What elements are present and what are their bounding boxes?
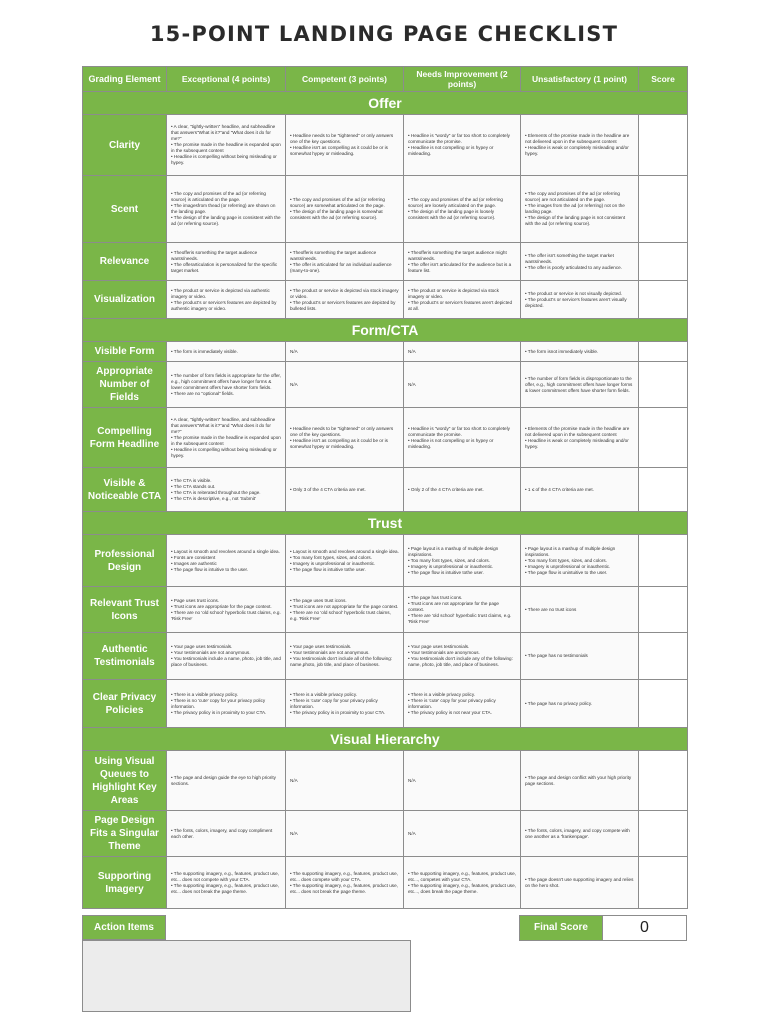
criteria-cell xyxy=(286,857,404,909)
criteria-cell xyxy=(286,751,404,811)
score-cell[interactable] xyxy=(639,281,688,319)
criteria-line: • The number of form fields is disproportionate to the offer, e.g., high commitment offers have longer forms & lower commitment offers have shorter form fields. xyxy=(525,375,633,393)
criteria-line: • Too many font types, sizes, and colors. xyxy=(525,557,607,563)
final-score-label: Final Score xyxy=(519,915,603,941)
criteria-line: • There are no 'old school' hyperbolic trust claims, e.g. 'Risk Free' xyxy=(290,609,391,621)
criteria-cell xyxy=(404,751,521,811)
criteria-cell xyxy=(404,243,521,281)
criteria-line: • Only 3 of the 4 CTA criteria are met. xyxy=(290,486,366,492)
criteria-line: • The copy and promises of the ad (or referring source) are not articulated on the page. xyxy=(525,191,620,202)
criteria-cell xyxy=(286,535,404,587)
criteria-line: • The CTA is visible. xyxy=(171,477,212,483)
section-title: Form/CTA xyxy=(83,319,688,342)
criteria-cell xyxy=(167,811,286,857)
criteria-cell xyxy=(521,176,639,243)
criteria-line: • Your page uses testimonials. xyxy=(408,644,470,649)
criteria-line: • Headline isn't as compelling as it could be or is somewhat hypey or misleading. xyxy=(290,145,388,156)
criteria-line: • The supporting imagery, e.g., features, product use, etc... does not compete with your CTA. xyxy=(171,870,279,882)
criteria-line: • There is a visible privacy policy. xyxy=(290,691,358,697)
criteria-cell xyxy=(404,633,521,680)
grading-element-label: Clarity xyxy=(83,115,167,176)
criteria-line: • The design of the landing page is loosely consistent with the ad (or referring source). xyxy=(408,209,496,220)
criteria-line: • The product's or service's features aren't visually depicted. xyxy=(525,296,627,308)
criteria-line: • There is a visible privacy policy. xyxy=(171,691,239,697)
criteria-cell xyxy=(286,342,404,362)
criteria-line: • Your testimonials are not anonymous. xyxy=(290,650,370,655)
criteria-cell xyxy=(286,115,404,176)
criteria-cell xyxy=(286,243,404,281)
grading-element-label: Compelling Form Headline xyxy=(83,408,167,468)
criteria-line: • The number of form fields is appropriate for the offer, e.g., high commitment offers have longer forms & lower commitment offers have shorter form fields. xyxy=(171,372,281,390)
criteria-line: • The supporting imagery, e.g., features, product use, etc... does not break the page theme. xyxy=(171,882,279,894)
table-row xyxy=(83,362,688,408)
header-row xyxy=(83,67,688,92)
criteria-cell xyxy=(167,115,286,176)
criteria-line: • The page flow is unintuitive to the user. xyxy=(525,569,608,575)
criteria-line: • The fonts, colors, imagery, and copy compliment each other. xyxy=(171,827,273,839)
criteria-cell xyxy=(286,176,404,243)
grading-element-label: Appropriate Number of Fields xyxy=(83,362,167,408)
criteria-cell xyxy=(167,342,286,362)
criteria-line: • The page flow is intuitive tothe user. xyxy=(290,566,366,572)
criteria-cell xyxy=(167,633,286,680)
criteria-line: • The product or service is not visually depicted. xyxy=(525,290,623,296)
criteria-cell xyxy=(286,408,404,468)
criteria-line: • The product or service is depicted via stock imagery or video. xyxy=(408,287,499,299)
score-cell[interactable] xyxy=(639,535,688,587)
section-row xyxy=(83,319,688,342)
criteria-cell xyxy=(286,587,404,633)
criteria-cell xyxy=(521,857,639,909)
grading-element-label: Clear Privacy Policies xyxy=(83,680,167,728)
grading-element-label: Using Visual Queues to Highlight Key Areas xyxy=(83,751,167,811)
criteria-cell xyxy=(286,281,404,319)
final-score-value: 0 xyxy=(602,915,687,941)
criteria-cell xyxy=(404,281,521,319)
table-row xyxy=(83,857,688,909)
criteria-line: • The page doesn't use supporting imagery and relies on the hero shot. xyxy=(525,876,634,888)
criteria-line: • Your page uses testimonials. xyxy=(290,644,352,649)
criteria-cell xyxy=(521,587,639,633)
criteria-line: • 1 ≤ of the 4 CTA criteria are met. xyxy=(525,486,594,492)
page-title: 15-POINT LANDING PAGE CHECKLIST xyxy=(149,22,619,46)
criteria-cell xyxy=(167,680,286,728)
criteria-line: • The design of the landing page is not consistent with the ad (or referring source). xyxy=(525,215,626,226)
score-cell[interactable] xyxy=(639,342,688,362)
criteria-line: • Headline isn't as compelling as it could be or is somewhat hypey or misleading. xyxy=(290,437,388,449)
criteria-line: • The copy and promises of the ad (or referring source) are somewhat articulated on the page. xyxy=(290,197,385,208)
criteria-line: • The page and design guide the eye to high priority sections. xyxy=(171,774,276,786)
criteria-cell xyxy=(521,115,639,176)
criteria-cell xyxy=(521,362,639,408)
criteria-line: • Headline is weak or completely misleading and/or hypey. xyxy=(525,437,629,449)
header-grading-element: Grading Element xyxy=(83,67,167,92)
table-row xyxy=(83,115,688,176)
table-row xyxy=(83,408,688,468)
table-row xyxy=(83,176,688,243)
criteria-line: • Page uses trust icons. xyxy=(171,597,220,603)
table-row xyxy=(83,811,688,857)
table-row xyxy=(83,751,688,811)
criteria-line: • The product's or service's features aren't depicted at all. xyxy=(408,299,512,311)
criteria-line: • Images are authentic xyxy=(171,560,217,566)
grading-element-label: Professional Design xyxy=(83,535,167,587)
criteria-cell xyxy=(404,587,521,633)
criteria-line: • The offer isn't something the target market wants/needs. xyxy=(525,252,614,264)
criteria-cell xyxy=(521,243,639,281)
table-row xyxy=(83,633,688,680)
criteria-line: • Too many font types, sizes, and colors. xyxy=(408,557,490,563)
criteria-line: • Page layout is a mashup of multiple design inspirations. xyxy=(408,545,499,557)
header-unsatisfactory: Unsatisfactory (1 point) xyxy=(521,67,639,92)
criteria-line: • Headline needs to be "tightened" or only answers one of the key questions. xyxy=(290,133,394,144)
criteria-line: • Trust icons are not appropriate for the page context. xyxy=(290,603,399,609)
criteria-line: • The promise made in the headline is expanded upon in the subsequent content xyxy=(171,142,281,153)
criteria-line: • The product or service is depicted via stock imagery or video. xyxy=(290,287,399,299)
criteria-cell xyxy=(404,535,521,587)
criteria-line: • The CTA is reiterated throughout the page. xyxy=(171,489,261,495)
criteria-cell xyxy=(521,468,639,512)
grading-element-label: Scent xyxy=(83,176,167,243)
criteria-line: N/A xyxy=(290,777,298,783)
criteria-line: • There is 'cute' copy for your privacy policy information. xyxy=(290,697,378,709)
score-cell[interactable] xyxy=(639,680,688,728)
criteria-line: • Headline is "wordy" or far too short to completely communicate the promise. xyxy=(408,425,510,437)
criteria-cell xyxy=(286,362,404,408)
section-title: Visual Hierarchy xyxy=(83,728,688,751)
criteria-cell xyxy=(521,535,639,587)
criteria-line: • Headline is not compelling or is hypey or misleading. xyxy=(408,145,494,156)
criteria-line: • Headline needs to be "tightened" or only answers one of the key questions. xyxy=(290,425,394,437)
criteria-cell xyxy=(521,342,639,362)
criteria-line: • The page and design conflict with your high priority page sections. xyxy=(525,774,632,786)
criteria-line: • You testimonials don't include any of the following: name, photo, job title, and place of business. xyxy=(408,656,513,667)
criteria-line: • The page has no privacy policy. xyxy=(525,700,593,706)
criteria-line: • The product or service is depicted via authentic imagery or video. xyxy=(171,287,270,299)
criteria-line: • The supporting imagery, e.g., features, product use, etc..., competes with your CTA. xyxy=(408,870,516,882)
criteria-line: • The CTA is descriptive, e.g., not 'Submit' xyxy=(171,495,256,501)
criteria-cell xyxy=(167,362,286,408)
criteria-line: • Elements of the promise made in the headline are not delivered upon in the subsequent content xyxy=(525,425,630,437)
grading-element-label: Supporting Imagery xyxy=(83,857,167,909)
grading-element-label: Page Design Fits a Singular Theme xyxy=(83,811,167,857)
criteria-line: • There is 'cute' copy for your privacy policy information. xyxy=(408,697,496,709)
criteria-line: • The page flow is intuitive to the user. xyxy=(171,566,249,572)
criteria-line: • The page has no testimonials xyxy=(525,653,588,658)
criteria-line: • The offer is articulated for an individual audience (many-to-one). xyxy=(290,261,392,273)
header-competent: Competent (3 points) xyxy=(286,67,404,92)
score-cell[interactable] xyxy=(639,811,688,857)
criteria-line: • The copy and promises of the ad (or referring source) is articulated on the page. xyxy=(171,191,266,202)
criteria-line: • Headline is not compelling or is hypey or misleading. xyxy=(408,437,494,449)
criteria-line: • A clear, "tightly-written" headline, and subheadline that answers"What is it?"and "What does it do for me?" xyxy=(171,416,276,434)
criteria-cell xyxy=(404,468,521,512)
criteria-cell xyxy=(404,115,521,176)
criteria-line: • The CTA stands out. xyxy=(171,483,216,489)
criteria-line: • Imagery is unprofessional or inauthentic. xyxy=(525,563,611,569)
criteria-cell xyxy=(404,680,521,728)
criteria-line: • The page has trust icons. xyxy=(408,594,463,600)
criteria-cell xyxy=(167,176,286,243)
score-cell[interactable] xyxy=(639,468,688,512)
criteria-cell xyxy=(167,857,286,909)
criteria-cell xyxy=(167,468,286,512)
criteria-cell xyxy=(404,362,521,408)
criteria-line: N/A xyxy=(290,381,298,387)
criteria-line: • The privacy policy is in proximity to your CTA. xyxy=(171,709,267,715)
score-cell[interactable] xyxy=(639,243,688,281)
table-row xyxy=(83,243,688,281)
checklist-table xyxy=(82,66,688,909)
criteria-line: • The fonts, colors, imagery, and copy compete with one another as a 'frankenpage'. xyxy=(525,827,630,839)
criteria-cell xyxy=(286,811,404,857)
section-title: Offer xyxy=(83,92,688,115)
score-cell[interactable] xyxy=(639,857,688,909)
criteria-cell xyxy=(521,408,639,468)
criteria-line: • The product's or service's features are depicted by authentic imagery or video. xyxy=(171,299,277,311)
header-score: Score xyxy=(639,67,688,92)
criteria-cell xyxy=(521,751,639,811)
table-row xyxy=(83,281,688,319)
criteria-cell xyxy=(521,633,639,680)
criteria-line: • Layout is smooth and revolves around a single idea. xyxy=(290,548,399,554)
grading-element-label: Relevance xyxy=(83,243,167,281)
criteria-line: • A clear, "tightly-written" headline, and subheadline that answers"What is it?"and "What does it do for me?" xyxy=(171,124,276,141)
criteria-line: • The product's or service's features are depicted by bulleted lists. xyxy=(290,299,396,311)
criteria-cell xyxy=(521,281,639,319)
criteria-line: • Trust icons are not appropriate for the page context. xyxy=(408,600,499,612)
criteria-line: • The design of the landing page is consistent with the ad (or referring source). xyxy=(171,215,281,226)
criteria-line: • Page layout is a mashup of multiple design inspirations. xyxy=(525,545,616,557)
criteria-line: N/A xyxy=(290,348,298,354)
criteria-line: • Theofferis something the target audience wants/needs. xyxy=(171,249,258,261)
criteria-line: • The offer isn't articulated for the audience but is a feature list. xyxy=(408,261,512,273)
criteria-line: • Fonts are consistent xyxy=(171,554,216,560)
criteria-line: • The images from the ad (or referring) not on the landing page. xyxy=(525,203,625,214)
section-row xyxy=(83,512,688,535)
criteria-line: N/A xyxy=(408,777,416,783)
criteria-line: • The page flow is intuitive tothe user. xyxy=(408,569,484,575)
header-exceptional: Exceptional (4 points) xyxy=(167,67,286,92)
table-row xyxy=(83,535,688,587)
criteria-line: • There are no 'old school' hyperbolic trust claims, e.g. 'Risk Free' xyxy=(171,609,281,621)
criteria-line: • Layout is smooth and revolves around a single idea. xyxy=(171,548,280,554)
criteria-line: • The supporting imagery, e.g., features, product use, etc... does compete with your CTA. xyxy=(290,870,398,882)
criteria-line: • Your page uses testimonials. xyxy=(171,644,233,649)
criteria-line: N/A xyxy=(290,830,298,836)
criteria-cell xyxy=(521,811,639,857)
criteria-line: • Headline is "wordy" or far too short to completely communicate the promise. xyxy=(408,133,510,144)
criteria-line: • There are no trust icons xyxy=(525,606,577,612)
criteria-cell xyxy=(167,281,286,319)
score-cell[interactable] xyxy=(639,115,688,176)
table-row xyxy=(83,468,688,512)
criteria-line: • Elements of the promise made in the headline are not delivered upon in the subsequent content xyxy=(525,133,630,144)
criteria-line: • There is no 'cute' copy for your privacy policy information. xyxy=(171,697,266,709)
criteria-line: • Headline is compelling without being misleading or hypey. xyxy=(171,446,277,458)
criteria-cell xyxy=(286,468,404,512)
score-cell[interactable] xyxy=(639,633,688,680)
score-cell[interactable] xyxy=(639,587,688,633)
criteria-cell xyxy=(404,408,521,468)
criteria-line: • Theofferis something the target audience wants/needs. xyxy=(290,249,377,261)
criteria-cell xyxy=(404,811,521,857)
grading-element-label: Visualization xyxy=(83,281,167,319)
criteria-line: • The supporting imagery, e.g., features, product use, etc..., does break the page theme. xyxy=(408,882,516,894)
section-title: Trust xyxy=(83,512,688,535)
grading-element-label: Visible & Noticeable CTA xyxy=(83,468,167,512)
criteria-cell xyxy=(404,342,521,362)
criteria-line: • You testimonials include a name, photo, job title, and place of business. xyxy=(171,656,281,667)
criteria-line: • The form is immediately visible. xyxy=(171,348,238,354)
criteria-line: • The supporting imagery, e.g., features, product use, etc... does not break the page theme. xyxy=(290,882,398,894)
criteria-cell xyxy=(167,243,286,281)
table-row xyxy=(83,587,688,633)
score-cell[interactable] xyxy=(639,362,688,408)
grading-element-label: Authentic Testimonials xyxy=(83,633,167,680)
criteria-line: N/A xyxy=(408,830,416,836)
criteria-line: • Your testimonials are anonymous. xyxy=(408,650,480,655)
criteria-line: • Trust icons are appropriate for the page context. xyxy=(171,603,272,609)
section-row xyxy=(83,92,688,115)
criteria-line: • The promise made in the headline is expanded upon in the subsequent content xyxy=(171,434,281,446)
criteria-cell xyxy=(167,587,286,633)
table-row xyxy=(83,680,688,728)
criteria-line: • The imagesfrom thead (or referring) are shown on the landing page. xyxy=(171,203,276,214)
grading-element-label: Relevant Trust Icons xyxy=(83,587,167,633)
criteria-cell xyxy=(286,633,404,680)
score-cell[interactable] xyxy=(639,751,688,811)
criteria-line: • You testimonials don't include all of the following: name,photo, job title, and place of business. xyxy=(290,656,393,667)
criteria-line: • The page uses trust icons. xyxy=(290,597,347,603)
section-row xyxy=(83,728,688,751)
criteria-line: • The design of the landing page is somewhat consistent with the ad (or referring source). xyxy=(290,209,383,220)
criteria-line: • Headline is weak or completely misleading and/or hypey. xyxy=(525,145,629,156)
action-items-label: Action Items xyxy=(82,915,166,940)
score-cell[interactable] xyxy=(639,408,688,468)
header-needs-improvement: Needs Improvement (2 points) xyxy=(404,67,521,92)
criteria-line: • Headline is compelling without being misleading or hypey. xyxy=(171,154,277,165)
criteria-cell xyxy=(286,680,404,728)
criteria-line: • There is a visible privacy policy. xyxy=(408,691,476,697)
criteria-line: • Too many font types, sizes, and colors. xyxy=(290,554,372,560)
criteria-line: • Theofferis something the target audience might wants/needs. xyxy=(408,249,507,261)
criteria-line: • The copy and promises of the ad (or referring source) are loosely articulated on the page. xyxy=(408,197,503,208)
criteria-line: • Your testimonials are not anonymous. xyxy=(171,650,251,655)
criteria-line: • The form isnot immediately visible. xyxy=(525,348,599,354)
criteria-line: • Imagery is unprofessional or inauthentic. xyxy=(290,560,376,566)
criteria-cell xyxy=(167,408,286,468)
criteria-line: • The offerarticulation is personalized for the specific target market. xyxy=(171,261,278,273)
criteria-line: • The privacy policy is in proximity to your CTA. xyxy=(290,709,386,715)
score-cell[interactable] xyxy=(639,176,688,243)
criteria-cell xyxy=(167,535,286,587)
criteria-cell xyxy=(404,176,521,243)
criteria-line: N/A xyxy=(408,381,416,387)
grading-element-label: Visible Form xyxy=(83,342,167,362)
criteria-line: N/A xyxy=(408,348,416,354)
criteria-cell xyxy=(167,751,286,811)
criteria-cell xyxy=(521,680,639,728)
criteria-cell xyxy=(404,857,521,909)
criteria-line: • There are no "optional" fields. xyxy=(171,390,235,396)
criteria-line: • Only 2 of the 4 CTA criteria are met. xyxy=(408,486,484,492)
action-items-box[interactable] xyxy=(82,940,411,1012)
criteria-line: • Imagery is unprofessional or inauthentic. xyxy=(408,563,494,569)
criteria-line: • There are 'old school' hyperbolic trust claims, e.g. 'Risk Free' xyxy=(408,612,512,624)
table-row xyxy=(83,342,688,362)
criteria-line: • The privacy policy is not near your CTA. xyxy=(408,709,492,715)
criteria-line: • The offer is poorly articulated to any audience. xyxy=(525,264,622,270)
